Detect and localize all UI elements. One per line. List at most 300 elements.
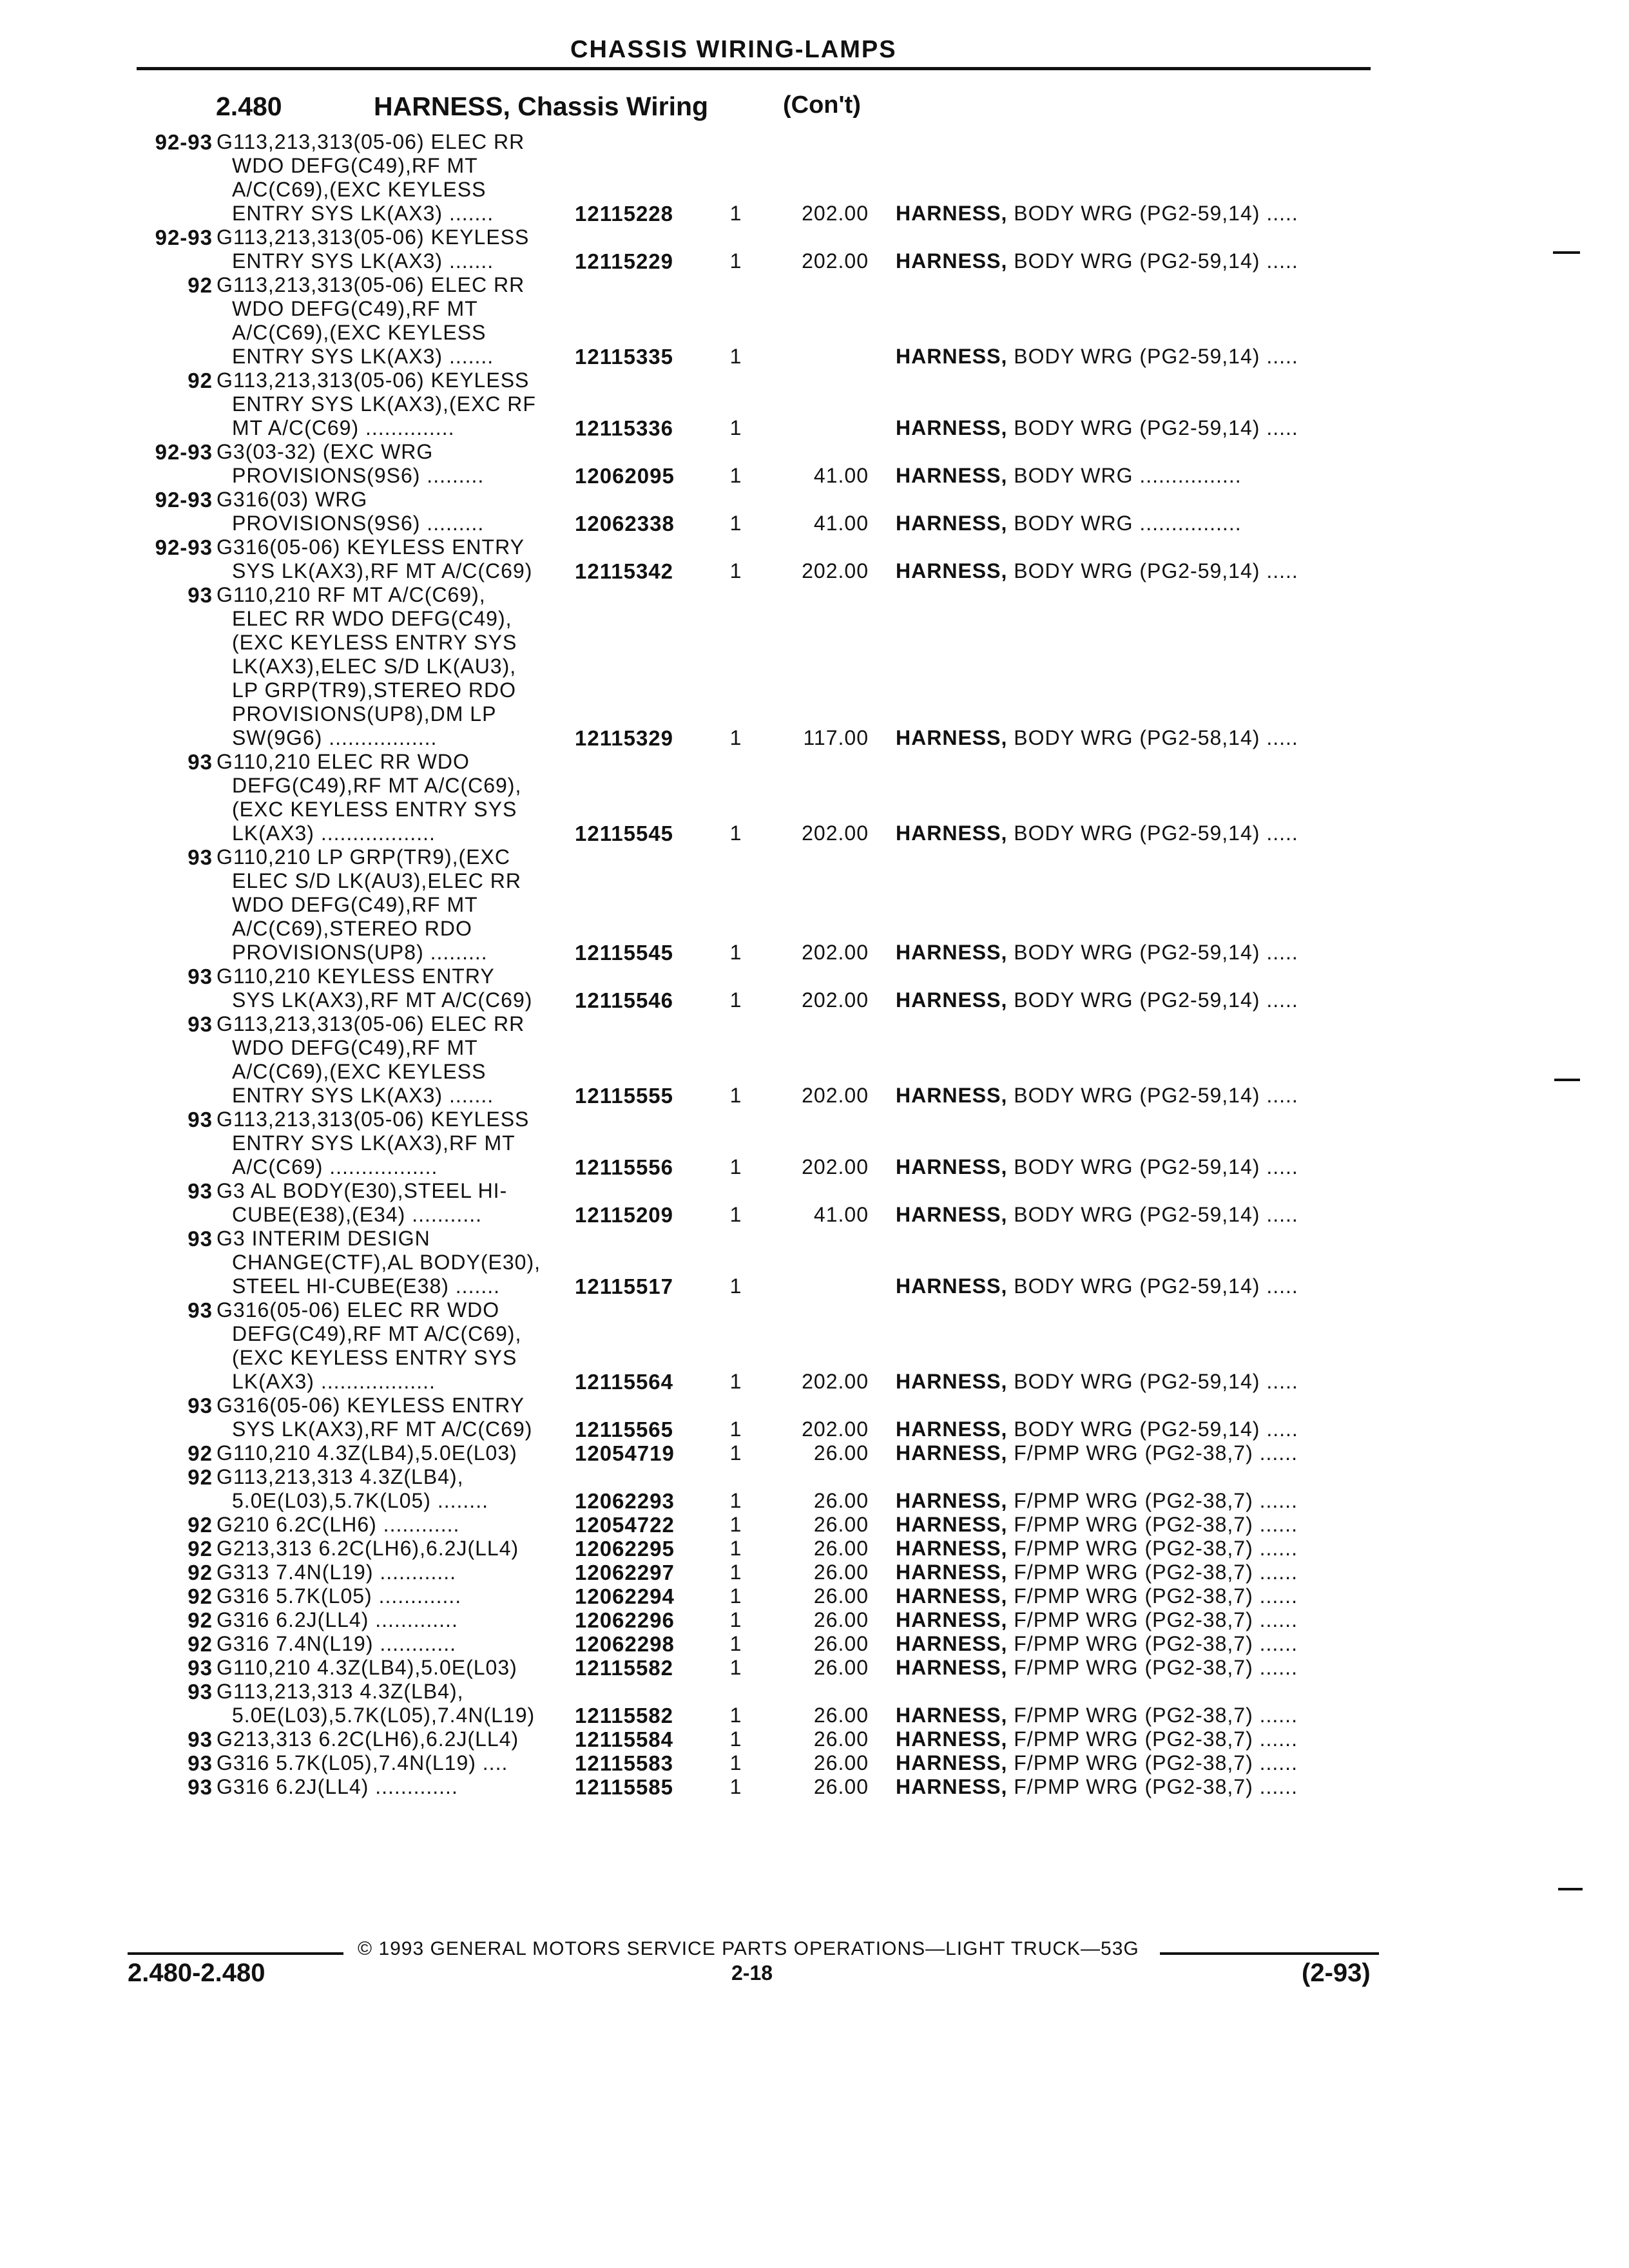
entry-line [0,965,1629,988]
part-number: 12062293 [575,1489,675,1513]
catalog-entry [0,965,1629,1012]
catalog-entry [0,1012,1629,1108]
model-year: 93 [188,1394,213,1418]
quantity: 1 [729,726,742,749]
entry-line [0,488,1629,512]
entry-line [0,1131,1629,1155]
catalog-entry [0,1775,1629,1799]
part-reference: BODY WRG (PG2-59,14) ..... [1007,1155,1298,1178]
catalog-entry [0,1584,1629,1608]
model-year: 93 [188,1012,213,1036]
entry-line [0,369,1629,392]
part-name: HARNESS, [896,512,1008,535]
usage-description: CHANGE(CTF),AL BODY(E30), [232,1251,541,1274]
usage-description: G113,213,313 4.3Z(LB4), [217,1465,464,1488]
part-number: 12115564 [575,1370,674,1394]
price: 202.00 [802,249,869,273]
part-name: HARNESS, [896,1775,1008,1798]
entry-line [0,726,1629,750]
usage-description: ENTRY SYS LK(AX3) ....... [232,345,494,368]
entry-line [0,392,1629,416]
catalog-entry [0,1108,1629,1179]
usage-description: WDO DEFG(C49),RF MT [232,297,478,320]
quantity: 1 [729,941,742,964]
model-year: 92-93 [155,226,213,249]
part-name: HARNESS, [896,1584,1008,1608]
part-name: HARNESS, [896,726,1008,749]
part-description [896,1084,1366,1108]
part-description [896,202,1366,226]
part-reference: BODY WRG (PG2-59,14) ..... [1007,416,1298,439]
usage-description: MT A/C(C69) .............. [232,416,455,439]
section-number: 2.480 [216,91,282,121]
quantity: 1 [729,1751,742,1774]
quantity: 1 [729,1203,742,1226]
model-year: 93 [188,583,213,607]
part-name: HARNESS, [896,1084,1008,1107]
usage-description: ENTRY SYS LK(AX3) ....... [232,202,494,225]
part-number: 12115584 [575,1727,674,1751]
catalog-entry [0,1537,1629,1561]
margin-change-mark [1553,251,1580,254]
part-name: HARNESS, [896,345,1008,368]
part-description [896,1370,1366,1394]
entry-line [0,297,1629,321]
usage-description: G213,313 6.2C(LH6),6.2J(LL4) [217,1727,519,1751]
price: 26.00 [813,1584,869,1608]
price: 202.00 [802,988,869,1012]
model-year: 92-93 [155,488,213,512]
entry-line [0,655,1629,678]
footer-page-number: 2-18 [731,1961,773,1984]
price: 26.00 [813,1704,869,1727]
entry-line [0,130,1629,154]
usage-description: G113,213,313(05-06) KEYLESS [217,1108,530,1131]
entry-line [0,1036,1629,1060]
quantity: 1 [729,1274,742,1298]
part-name: HARNESS, [896,941,1008,964]
part-number: 12062296 [575,1608,675,1632]
usage-description: G110,210 RF MT A/C(C69), [217,583,486,606]
part-name: HARNESS, [896,559,1008,582]
usage-description: G316(05-06) ELEC RR WDO [217,1298,500,1321]
quantity: 1 [729,1441,742,1465]
part-description [896,1775,1366,1799]
part-name: HARNESS, [896,249,1008,273]
price: 202.00 [802,822,869,845]
quantity: 1 [729,1608,742,1631]
usage-description: G110,210 ELEC RR WDO [217,750,470,773]
part-description [896,416,1366,440]
model-year: 92 [188,1465,213,1489]
part-reference: BODY WRG (PG2-59,14) ..... [1007,249,1298,273]
quantity: 1 [729,988,742,1012]
usage-description: LK(AX3) .................. [232,822,436,845]
quantity: 1 [729,1584,742,1608]
entry-line [0,774,1629,798]
footer-rule [1160,1952,1379,1955]
part-name: HARNESS, [896,416,1008,439]
part-reference: F/PMP WRG (PG2-38,7) ...... [1007,1632,1298,1655]
price: 26.00 [813,1561,869,1584]
entry-line [0,941,1629,965]
part-reference: F/PMP WRG (PG2-38,7) ...... [1007,1513,1298,1536]
part-reference: BODY WRG (PG2-59,14) ..... [1007,941,1298,964]
part-number: 12062298 [575,1632,675,1656]
part-reference: BODY WRG ................ [1007,512,1242,535]
parts-list [0,130,1629,1799]
part-number: 12054719 [575,1441,675,1465]
entry-line [0,917,1629,941]
part-reference: BODY WRG (PG2-59,14) ..... [1007,1418,1298,1441]
part-description [896,1441,1366,1465]
usage-description: G113,213,313(05-06) KEYLESS [217,369,530,392]
entry-line [0,416,1629,440]
entry-line [0,1108,1629,1131]
entry-line [0,1298,1629,1322]
model-year: 92-93 [155,535,213,559]
catalog-entry [0,1561,1629,1584]
catalog-entry [0,226,1629,273]
part-reference: F/PMP WRG (PG2-38,7) ...... [1007,1561,1298,1584]
usage-description: G316(03) WRG [217,488,368,511]
part-name: HARNESS, [896,1513,1008,1536]
entry-line [0,535,1629,559]
usage-description: G316(05-06) KEYLESS ENTRY [217,1394,525,1417]
running-title: CHASSIS WIRING-LAMPS [570,36,897,63]
usage-description: LK(AX3),ELEC S/D LK(AU3), [232,655,517,678]
part-description [896,464,1366,488]
entry-line [0,1227,1629,1251]
entry-line [0,321,1629,345]
section-title: HARNESS, Chassis Wiring [374,91,709,121]
entry-line [0,607,1629,631]
usage-description: G316(05-06) KEYLESS ENTRY [217,535,525,559]
model-year: 93 [188,1108,213,1131]
usage-description: G110,210 4.3Z(LB4),5.0E(L03) [217,1441,517,1465]
price: 26.00 [813,1608,869,1631]
entry-line [0,1584,1629,1608]
margin-change-mark [1554,1079,1580,1081]
part-number: 12115585 [575,1775,674,1799]
part-reference: BODY WRG (PG2-59,14) ..... [1007,988,1298,1012]
part-description [896,1537,1366,1561]
entry-line [0,1012,1629,1036]
usage-description: PROVISIONS(UP8),DM LP [232,702,497,726]
part-name: HARNESS, [896,1751,1008,1774]
part-number: 12115545 [575,822,674,845]
usage-description: G316 6.2J(LL4) ............. [217,1608,458,1631]
price: 41.00 [813,1203,869,1226]
usage-description: ENTRY SYS LK(AX3) ....... [232,1084,494,1107]
part-number: 12115582 [575,1704,674,1727]
usage-description: 5.0E(L03),5.7K(L05),7.4N(L19) [232,1704,535,1727]
entry-line [0,559,1629,583]
catalog-entry [0,535,1629,583]
quantity: 1 [729,416,742,439]
model-year: 92 [188,1584,213,1608]
entry-line [0,869,1629,893]
entry-line [0,1394,1629,1418]
part-description [896,1632,1366,1656]
price: 202.00 [802,1084,869,1107]
usage-description: PROVISIONS(9S6) ......... [232,464,485,487]
part-reference: BODY WRG (PG2-59,14) ..... [1007,822,1298,845]
catalog-entry [0,1227,1629,1298]
part-number: 12115329 [575,726,674,750]
part-description [896,1608,1366,1632]
quantity: 1 [729,1704,742,1727]
catalog-entry [0,1441,1629,1465]
usage-description: A/C(C69),(EXC KEYLESS [232,321,487,344]
part-name: HARNESS, [896,1441,1008,1465]
model-year: 93 [188,1751,213,1775]
part-reference: F/PMP WRG (PG2-38,7) ...... [1007,1608,1298,1631]
entry-line [0,226,1629,249]
usage-description: SW(9G6) ................. [232,726,438,749]
part-description [896,988,1366,1012]
quantity: 1 [729,822,742,845]
entry-line [0,1537,1629,1561]
part-description [896,345,1366,369]
catalog-entry [0,750,1629,845]
catalog-entry [0,440,1629,488]
entry-line [0,1680,1629,1704]
catalog-entry [0,1751,1629,1775]
usage-description: 5.0E(L03),5.7K(L05) ........ [232,1489,488,1512]
part-number: 12062297 [575,1561,675,1584]
part-reference: F/PMP WRG (PG2-38,7) ...... [1007,1656,1298,1679]
part-number: 12115556 [575,1155,674,1179]
entry-line [0,1465,1629,1489]
usage-description: LK(AX3) .................. [232,1370,436,1393]
quantity: 1 [729,1561,742,1584]
part-name: HARNESS, [896,1656,1008,1679]
entry-line [0,1274,1629,1298]
part-number: 12054722 [575,1513,675,1537]
model-year: 93 [188,1179,213,1203]
part-reference: BODY WRG (PG2-59,14) ..... [1007,1203,1298,1226]
part-number: 12115335 [575,345,674,369]
usage-description: G316 5.7K(L05) ............. [217,1584,462,1608]
quantity: 1 [729,464,742,487]
usage-description: G316 6.2J(LL4) ............. [217,1775,458,1798]
usage-description: LP GRP(TR9),STEREO RDO [232,678,517,702]
part-description [896,726,1366,750]
part-name: HARNESS, [896,1704,1008,1727]
part-description [896,1727,1366,1751]
entry-line [0,1751,1629,1775]
entry-line [0,1632,1629,1656]
usage-description: WDO DEFG(C49),RF MT [232,1036,478,1059]
entry-line [0,1441,1629,1465]
quantity: 1 [729,1489,742,1512]
part-name: HARNESS, [896,1155,1008,1178]
catalog-entry [0,1179,1629,1227]
quantity: 1 [729,1513,742,1536]
catalog-entry [0,369,1629,440]
catalog-entry [0,1465,1629,1513]
model-year: 93 [188,845,213,869]
part-reference: BODY WRG (PG2-58,14) ..... [1007,726,1298,749]
catalog-entry [0,1656,1629,1680]
usage-description: G3(03-32) (EXC WRG [217,440,434,463]
part-reference: BODY WRG (PG2-59,14) ..... [1007,559,1298,582]
entry-line [0,1346,1629,1370]
entry-line [0,798,1629,822]
price: 26.00 [813,1632,869,1655]
usage-description: A/C(C69),STEREO RDO [232,917,472,940]
part-description [896,822,1366,845]
part-name: HARNESS, [896,1203,1008,1226]
catalog-entry [0,1298,1629,1394]
part-description [896,512,1366,535]
part-reference: F/PMP WRG (PG2-38,7) ...... [1007,1704,1298,1727]
model-year: 92 [188,1561,213,1584]
entry-line [0,512,1629,535]
entry-line [0,249,1629,273]
price: 202.00 [802,1370,869,1393]
entry-line [0,1656,1629,1680]
entry-line [0,822,1629,845]
quantity: 1 [729,1537,742,1560]
model-year: 92 [188,1513,213,1537]
usage-description: ENTRY SYS LK(AX3) ....... [232,249,494,273]
price: 26.00 [813,1727,869,1751]
part-number: 12115582 [575,1656,674,1680]
catalog-entry [0,1608,1629,1632]
entry-line [0,1179,1629,1203]
model-year: 93 [188,1656,213,1680]
price: 26.00 [813,1656,869,1679]
price: 26.00 [813,1775,869,1798]
catalog-entry [0,273,1629,369]
part-name: HARNESS, [896,822,1008,845]
header-rule [137,67,1371,70]
model-year: 93 [188,1298,213,1322]
usage-description: G113,213,313(05-06) ELEC RR [217,1012,525,1035]
price: 202.00 [802,1155,869,1178]
usage-description: (EXC KEYLESS ENTRY SYS [232,631,517,654]
part-reference: BODY WRG ................ [1007,464,1242,487]
entry-line [0,1775,1629,1799]
entry-line [0,1203,1629,1227]
entry-line [0,1370,1629,1394]
part-number: 12115229 [575,249,674,273]
entry-line [0,1251,1629,1274]
part-reference: F/PMP WRG (PG2-38,7) ...... [1007,1751,1298,1774]
usage-description: G316 5.7K(L05),7.4N(L19) .... [217,1751,508,1774]
entry-line [0,1322,1629,1346]
quantity: 1 [729,249,742,273]
part-name: HARNESS, [896,1561,1008,1584]
catalog-entry [0,1513,1629,1537]
model-year: 93 [188,1680,213,1704]
price: 26.00 [813,1489,869,1512]
part-description [896,1751,1366,1775]
price: 202.00 [802,1418,869,1441]
section-continued: (Con't) [783,91,861,119]
entry-line [0,893,1629,917]
quantity: 1 [729,1155,742,1178]
catalog-entry [0,488,1629,535]
footer-section-range: 2.480-2.480 [128,1959,265,1987]
part-number: 12115228 [575,202,674,226]
usage-description: SYS LK(AX3),RF MT A/C(C69) [232,559,533,582]
model-year: 93 [188,1227,213,1251]
entry-line [0,202,1629,226]
part-name: HARNESS, [896,1370,1008,1393]
model-year: 93 [188,965,213,988]
model-year: 92 [188,1608,213,1632]
model-year: 92-93 [155,440,213,464]
part-number: 12062294 [575,1584,675,1608]
entry-line [0,154,1629,178]
model-year: 93 [188,1775,213,1799]
usage-description: STEEL HI-CUBE(E38) ....... [232,1274,501,1298]
part-name: HARNESS, [896,1537,1008,1560]
model-year: 92 [188,369,213,392]
entry-line [0,1704,1629,1727]
part-number: 12115555 [575,1084,674,1108]
quantity: 1 [729,345,742,368]
entry-line [0,1084,1629,1108]
entry-line [0,273,1629,297]
price: 41.00 [813,512,869,535]
part-number: 12115517 [575,1274,674,1298]
part-name: HARNESS, [896,1489,1008,1512]
part-description [896,1704,1366,1727]
usage-description: ENTRY SYS LK(AX3),(EXC RF [232,392,536,416]
part-name: HARNESS, [896,1727,1008,1751]
quantity: 1 [729,202,742,225]
entry-line [0,1513,1629,1537]
usage-description: A/C(C69),(EXC KEYLESS [232,1060,487,1083]
entry-line [0,1727,1629,1751]
price: 202.00 [802,941,869,964]
quantity: 1 [729,559,742,582]
part-name: HARNESS, [896,988,1008,1012]
part-description [896,1656,1366,1680]
footer-copyright: © 1993 GENERAL MOTORS SERVICE PARTS OPERATIONS—LIGHT TRUCK—53G [358,1938,1139,1959]
usage-description: A/C(C69),(EXC KEYLESS [232,178,487,201]
catalog-entry [0,845,1629,965]
usage-description: WDO DEFG(C49),RF MT [232,893,478,916]
quantity: 1 [729,1775,742,1798]
usage-description: G3 INTERIM DESIGN [217,1227,430,1250]
part-description [896,1418,1366,1441]
usage-description: G110,210 LP GRP(TR9),(EXC [217,845,510,869]
usage-description: SYS LK(AX3),RF MT A/C(C69) [232,988,533,1012]
part-reference: F/PMP WRG (PG2-38,7) ...... [1007,1584,1298,1608]
model-year: 92 [188,1632,213,1656]
usage-description: ENTRY SYS LK(AX3),RF MT [232,1131,516,1155]
catalog-entry [0,1727,1629,1751]
entry-line [0,845,1629,869]
price: 26.00 [813,1751,869,1774]
quantity: 1 [729,1370,742,1393]
part-name: HARNESS, [896,202,1008,225]
quantity: 1 [729,1632,742,1655]
part-name: HARNESS, [896,1632,1008,1655]
model-year: 92-93 [155,130,213,154]
part-reference: F/PMP WRG (PG2-38,7) ...... [1007,1727,1298,1751]
part-number: 12115546 [575,988,674,1012]
usage-description: G113,213,313(05-06) ELEC RR [217,130,525,153]
part-description [896,1584,1366,1608]
catalog-entry [0,583,1629,750]
usage-description: (EXC KEYLESS ENTRY SYS [232,798,517,821]
